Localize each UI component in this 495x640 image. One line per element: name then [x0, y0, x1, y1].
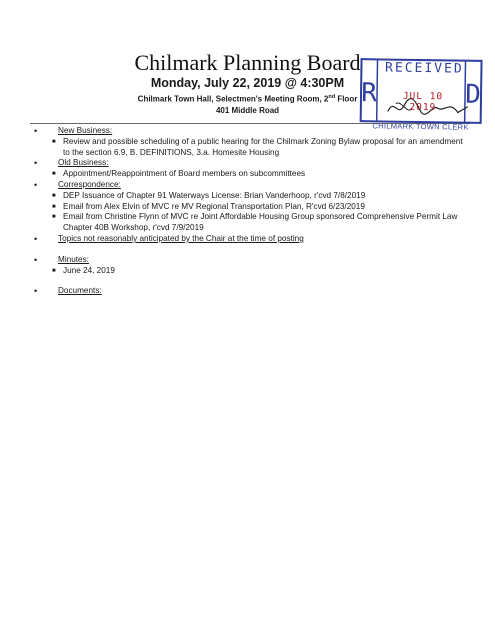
list-item	[34, 266, 464, 277]
bullet-icon: •	[34, 286, 38, 297]
section-new-business	[34, 126, 464, 137]
svg-text:D: D	[465, 79, 482, 110]
square-bullet-icon: ■	[52, 214, 56, 221]
list-item-text: DEP Issuance of Chapter 91 Waterways License: Brian Vanderhoop, r'cvd 7/8/2019	[63, 190, 366, 200]
bullet-icon: •	[34, 233, 38, 244]
square-bullet-icon: ■	[52, 171, 56, 178]
list-item	[34, 169, 464, 180]
section-label: Minutes:	[58, 254, 89, 264]
section-label: Documents:	[58, 286, 102, 296]
list-item	[34, 137, 464, 159]
agenda-list	[34, 126, 464, 297]
section-label: Correspondence:	[58, 179, 121, 189]
stamp-date: JUL 10 2019	[402, 90, 444, 114]
list-item	[34, 212, 464, 234]
section-minutes	[34, 255, 464, 266]
square-bullet-icon: ■	[52, 138, 56, 145]
location-floor: Floor	[335, 94, 358, 104]
section-label: Topics not reasonably anticipated by the Chair at the time of posting	[58, 233, 304, 243]
stamp-received-text: RECEIVED	[384, 60, 464, 77]
square-bullet-icon: ■	[52, 267, 56, 274]
section-old-business	[34, 158, 464, 169]
square-bullet-icon: ■	[52, 203, 56, 210]
list-item-text: Email from Alex Elvin of MVC re MV Regional Transportation Plan, R'cvd 6/23/2019	[63, 201, 365, 211]
list-item-text: Review and possible scheduling of a public hearing for the Chilmark Zoning Bylaw proposal for an amendment to the section 6.9, B. DEFINITIONS, 3.a. Homesite Housing	[63, 136, 463, 157]
spacer	[34, 245, 464, 255]
section-topics-not-anticipated	[34, 234, 464, 245]
bullet-icon: •	[34, 254, 38, 265]
location-ordinal: nd	[328, 94, 336, 100]
section-documents	[34, 286, 464, 297]
section-label: Old Business:	[58, 158, 109, 168]
meeting-datetime: Monday, July 22, 2019 @ 4:30PM	[150, 76, 345, 90]
board-title: Chilmark Planning Board	[134, 50, 361, 75]
list-item-text: June 24, 2019	[63, 265, 115, 275]
bullet-icon: •	[34, 126, 38, 136]
list-item-text: Email from Christine Flynn of MVC re Joint Affordable Housing Group sponsored Comprehensive Permit Law Chapter 40B Workshop, r'cvd 7/9/2019	[63, 212, 458, 233]
list-item	[34, 202, 464, 213]
list-item	[34, 191, 464, 202]
section-correspondence	[34, 180, 464, 191]
bullet-icon: •	[34, 158, 38, 169]
square-bullet-icon: ■	[52, 192, 56, 199]
list-item-text: Appointment/Reappointment of Board members on subcommittees	[63, 169, 306, 179]
location-main: Chilmark Town Hall, Selectmen's Meeting Room, 2	[137, 94, 329, 104]
bullet-icon: •	[34, 179, 38, 190]
section-label: New Business:	[58, 126, 113, 135]
meeting-address: 401 Middle Road	[215, 106, 280, 115]
stamp-office: CHILMARK TOWN CLERK	[372, 121, 469, 132]
svg-text:R: R	[361, 78, 378, 109]
spacer	[34, 276, 464, 286]
